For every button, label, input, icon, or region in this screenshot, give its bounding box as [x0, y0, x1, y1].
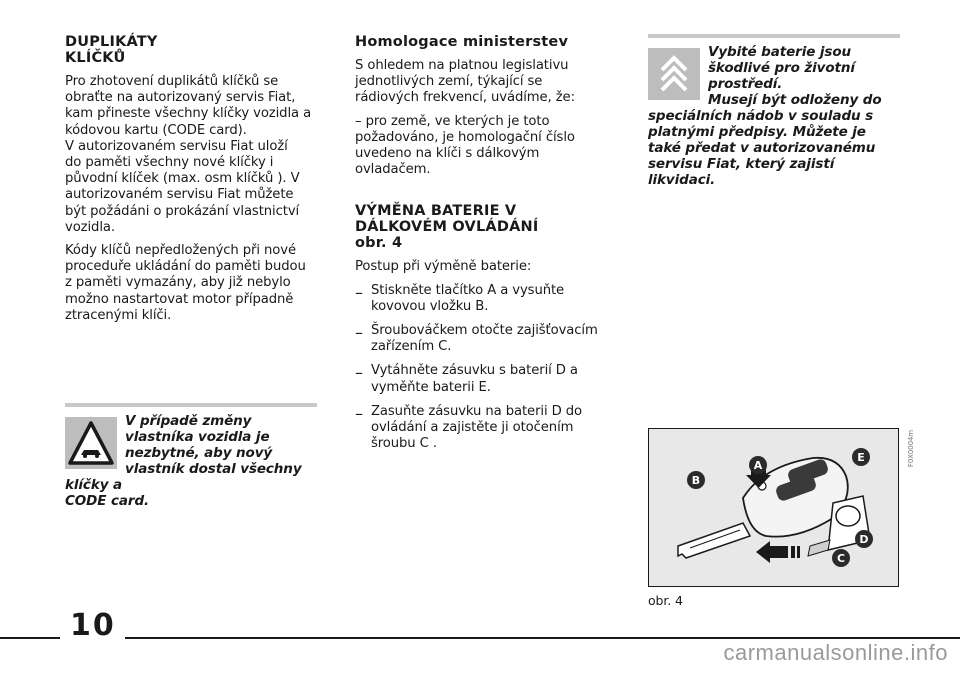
label-a — [749, 456, 767, 474]
battery-intro: Postup při výměně baterie: — [355, 259, 532, 275]
label-e — [852, 448, 870, 466]
warning-text: Vybité baterie jsou škodlivé pro životní prostředí. Musejí být odloženy do speciálních nádob v souladu s platnými předpisy. Můžete je také předat v autorizovanému servisu Fiat, který zajistí likvidaci. — [648, 44, 882, 188]
footer-rule-left — [0, 637, 60, 639]
figure-caption: obr. 4 — [648, 593, 683, 608]
section-heading-homologation: Homologace ministerstev — [355, 34, 569, 50]
warning-ownership-change — [65, 403, 317, 509]
warning-car-icon — [65, 417, 117, 469]
label-b — [687, 471, 705, 489]
recycle-chevrons-icon — [648, 48, 700, 100]
watermark: carmanualsonline.info — [723, 640, 948, 665]
label-d — [855, 530, 873, 548]
warning-text: V případě změny vlastníka vozidla je nezbytné, aby nový vlastník dostal všechny klíčky a CODE card. — [65, 413, 302, 509]
section-heading-battery-replacement: VÝMĚNA BATERIE V DÁLKOVÉM OVLÁDÁNÍ obr. 4 — [355, 203, 539, 252]
figure-key-battery — [648, 428, 899, 587]
svg-text:B: B — [691, 474, 701, 487]
paragraph-duplicates-2: Kódy klíčů nepředložených při nové proceduře ukládání do paměti budou z paměti vymazány, aby již nebylo možno nastartovat motor případně ztracenými klíči. — [65, 243, 306, 323]
footer-rule-right — [125, 637, 960, 639]
column-right — [648, 34, 900, 188]
column-left — [65, 34, 325, 331]
paragraph-homologation-2: – pro země, ve kterých je toto požadováno, je homologační číslo uvedeno na klíči s dálkovým ovladačem. — [355, 113, 575, 178]
figure-code: F0X0004m — [907, 430, 915, 468]
svg-text:E: E — [857, 451, 865, 464]
svg-text:C: C — [836, 552, 846, 565]
paragraph-homologation-1: S ohledem na platnou legislativu jednotlivých zemí, týkající se rádiových frekvencí, uvádíme, že: — [355, 58, 575, 106]
step-item: – Zasuňte zásuvku na baterii D do ovládání a zajistěte ji otočením šroubu C . — [355, 403, 582, 452]
svg-text:A: A — [753, 459, 763, 472]
page-number: 10 — [70, 608, 116, 643]
paragraph-duplicates-1: Pro zhotovení duplikátů klíčků se obraťte na autorizovaný servis Fiat, kam přineste všechny klíčky vozidla a kódovou kartu (CODE card). V autorizovaném servisu Fiat uloží do paměti všechny nové klíčky i původní klíček (max. osm klíčků ). V autorizovaném servisu Fiat můžete být požádáni o prokázání vlastnictví vozidla. — [65, 74, 312, 235]
svg-text:D: D — [859, 533, 869, 546]
step-item: – Vytáhněte zásuvku s baterií D a vyměňte baterii E. — [355, 363, 578, 395]
step-item: – Šroubováčkem otočte zajišťovacím zařízením C. — [355, 323, 598, 355]
warning-battery-disposal — [648, 34, 900, 188]
section-heading-duplicates: DUPLIKÁTY KLÍČKŮ — [65, 34, 158, 66]
column-middle — [355, 34, 615, 460]
label-c — [832, 549, 850, 567]
step-item: – Stiskněte tlačítko A a vysuňte kovovou vložku B. — [355, 282, 565, 314]
